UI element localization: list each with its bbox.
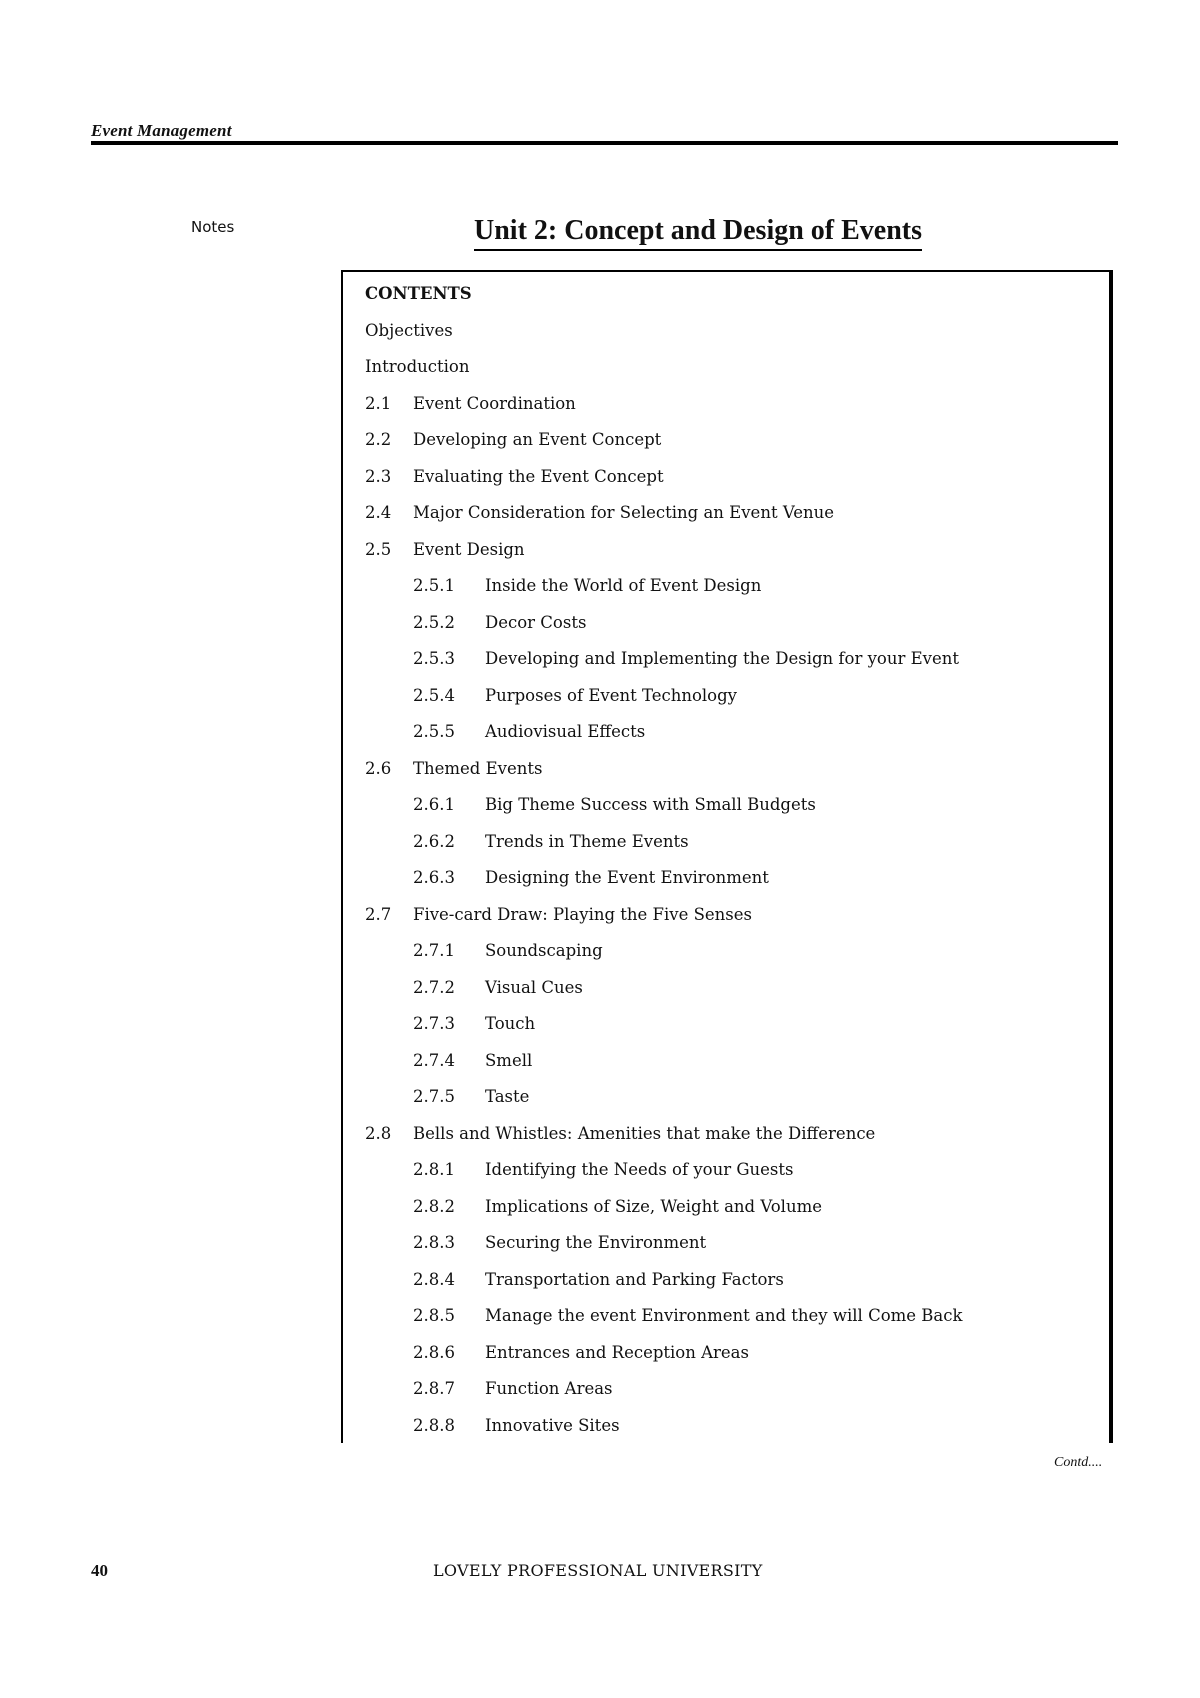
- toc-entry-title: Smell: [485, 1050, 533, 1070]
- toc-entry: [365, 349, 1099, 386]
- toc-entry-title: Event Design: [413, 539, 525, 559]
- toc-entry: [365, 1006, 1099, 1043]
- toc-entry: [365, 824, 1099, 861]
- toc-entry-number: 2.6: [365, 758, 392, 778]
- toc-entry: [365, 605, 1099, 642]
- toc-entry-number: 2.5.3: [413, 649, 455, 668]
- toc-entry-number: 2.7: [365, 904, 392, 924]
- toc-entry: [365, 1335, 1099, 1372]
- toc-entry: [365, 714, 1099, 751]
- toc-entry-title: Implications of Size, Weight and Volume: [485, 1196, 822, 1216]
- toc-entry-number: 2.1: [365, 393, 392, 413]
- toc-entry-number: 2.8.5: [413, 1306, 455, 1325]
- toc-entry: [365, 1298, 1099, 1335]
- toc-entry-title: Innovative Sites: [485, 1415, 620, 1435]
- page-number: 40: [91, 1561, 108, 1580]
- toc-entry: [365, 933, 1099, 970]
- toc-entry-number: 2.7.3: [413, 1014, 455, 1033]
- toc-entry-number: 2.3: [365, 466, 392, 486]
- toc-entry-number: 2.7.1: [413, 941, 455, 960]
- toc-entry-title: Major Consideration for Selecting an Event Venue: [413, 503, 834, 522]
- toc-entry-title: Manage the event Environment and they will Come Back: [485, 1306, 963, 1325]
- toc-entry: [365, 1116, 1099, 1153]
- toc-entry-number: 2.7.5: [413, 1087, 455, 1106]
- toc-entry: [365, 1043, 1099, 1080]
- toc-entry-number: 2.8: [365, 1123, 392, 1143]
- toc-entry: [365, 495, 1099, 532]
- toc-entry-number: 2.5.5: [413, 722, 455, 741]
- toc-entry-number: 2.8.4: [413, 1269, 455, 1289]
- toc-entry: [365, 1225, 1099, 1262]
- toc-entry: [365, 897, 1099, 934]
- toc-entry: [365, 787, 1099, 824]
- toc-entry: [365, 313, 1099, 350]
- table-of-contents: [365, 276, 1099, 1444]
- notes-margin-label: Notes: [191, 218, 235, 236]
- toc-entry-title: Securing the Environment: [485, 1233, 707, 1252]
- toc-entry: [365, 678, 1099, 715]
- header-rule: [91, 141, 1118, 145]
- toc-entry: [365, 568, 1099, 605]
- toc-entry-title: Inside the World of Event Design: [485, 576, 762, 595]
- toc-entry-number: 2.7.2: [413, 977, 455, 997]
- toc-entry-title: Soundscaping: [485, 941, 603, 960]
- toc-entry-title: Touch: [485, 1014, 536, 1033]
- toc-entry: [365, 532, 1099, 569]
- toc-entry: [365, 641, 1099, 678]
- toc-entry-number: 2.5: [365, 539, 392, 559]
- toc-entry-number: 2.8.1: [413, 1160, 455, 1179]
- contents-heading: CONTENTS: [365, 284, 472, 303]
- toc-entry-number: 2.8.2: [413, 1196, 455, 1216]
- toc-entry: [365, 751, 1099, 788]
- toc-entry-title: Event Coordination: [413, 393, 576, 413]
- contents-box: [341, 270, 1113, 1443]
- toc-entry: [365, 1189, 1099, 1226]
- toc-entry-title: Transportation and Parking Factors: [485, 1269, 784, 1289]
- toc-entry-number: 2.6.2: [413, 831, 455, 851]
- toc-entry-number: 2.8.6: [413, 1342, 455, 1362]
- toc-entry-title: Designing the Event Environment: [485, 868, 769, 887]
- toc-entry-number: 2.8.3: [413, 1233, 455, 1252]
- toc-entry-number: 2.2: [365, 430, 392, 449]
- toc-entry-title: Big Theme Success with Small Budgets: [485, 795, 816, 814]
- toc-entry-title: Audiovisual Effects: [485, 722, 646, 741]
- toc-entry-title: Taste: [485, 1087, 530, 1106]
- toc-entry-number: 2.7.4: [413, 1050, 455, 1070]
- toc-entry: [365, 1079, 1099, 1116]
- continued-note: Contd....: [1054, 1455, 1103, 1470]
- toc-entry-number: 2.4: [365, 503, 392, 522]
- toc-entry-title: Visual Cues: [485, 977, 583, 997]
- unit-title: Unit 2: Concept and Design of Events: [474, 214, 922, 251]
- toc-entry-title: Evaluating the Event Concept: [413, 466, 664, 486]
- toc-entry-number: 2.8.8: [413, 1415, 455, 1435]
- toc-entry-number: 2.6.3: [413, 868, 455, 887]
- toc-entry: [365, 970, 1099, 1007]
- toc-entry: [365, 459, 1099, 496]
- toc-entry-title: Trends in Theme Events: [485, 831, 689, 851]
- toc-entry-title: Themed Events: [413, 758, 543, 778]
- toc-entry-title: Developing an Event Concept: [413, 430, 662, 449]
- toc-entry: [365, 1408, 1099, 1445]
- toc-entry-title: Entrances and Reception Areas: [485, 1342, 749, 1362]
- toc-entry-title: Five-card Draw: Playing the Five Senses: [413, 904, 753, 924]
- toc-entry: [365, 422, 1099, 459]
- toc-entry-number: 2.8.7: [413, 1379, 455, 1398]
- toc-entry-title: Identifying the Needs of your Guests: [485, 1160, 794, 1179]
- toc-entry-title: Objectives: [365, 320, 453, 340]
- toc-entry-number: 2.5.2: [413, 612, 455, 632]
- toc-entry-title: Introduction: [365, 357, 470, 376]
- toc-entry-title: Decor Costs: [485, 612, 587, 632]
- toc-entry-number: 2.5.4: [413, 685, 455, 705]
- toc-entry: [365, 1262, 1099, 1299]
- toc-entry: [365, 1371, 1099, 1408]
- toc-entry-title: Function Areas: [485, 1379, 613, 1398]
- footer-publisher: LOVELY PROFESSIONAL UNIVERSITY: [433, 1561, 763, 1580]
- toc-entry: [365, 386, 1099, 423]
- toc-entry-title: Developing and Implementing the Design for your Event: [485, 649, 959, 668]
- running-header-title: Event Management: [91, 121, 232, 140]
- toc-entry: [365, 860, 1099, 897]
- toc-entry: [365, 1152, 1099, 1189]
- toc-entry-title: Purposes of Event Technology: [485, 685, 737, 705]
- toc-entry-title: Bells and Whistles: Amenities that make the Difference: [413, 1123, 876, 1143]
- toc-entry-number: 2.5.1: [413, 576, 455, 595]
- toc-entry-number: 2.6.1: [413, 795, 455, 814]
